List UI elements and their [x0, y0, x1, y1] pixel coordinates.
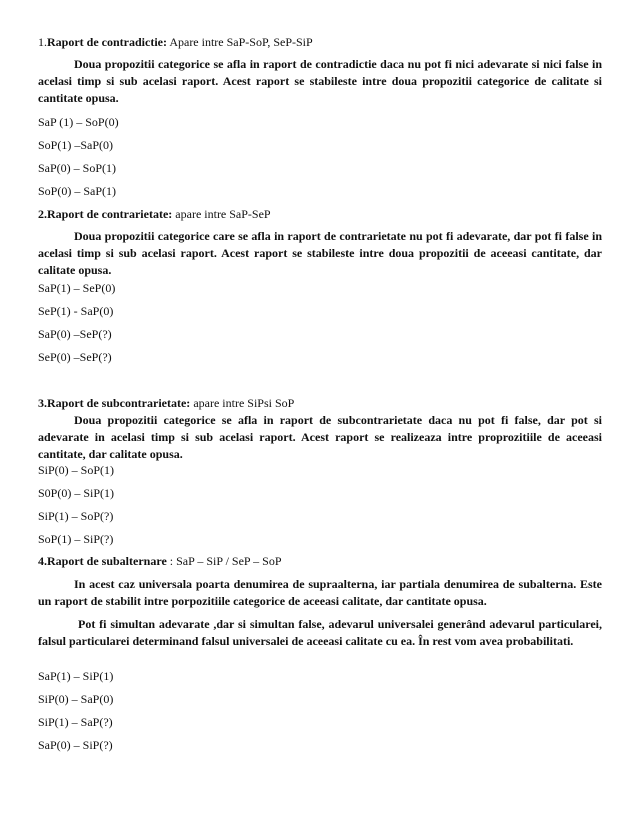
paragraph-text: In acest caz universala poarta denumirea de supraalterna, iar partiala denumirea de subalterna. Este un raport de stabilit intre porpozitiile categorice de aceeasi calitate, dar cantitate opusa.	[38, 577, 602, 608]
section-subtitle: apare intre SaP-SeP	[172, 207, 271, 221]
section-subtitle: apare intre SiPsi SoP	[190, 396, 295, 410]
section-number: 3.	[38, 396, 47, 410]
section-title: Raport de subcontrarietate:	[47, 396, 191, 410]
relation-line: SoP(0) – SaP(1)	[38, 184, 117, 198]
section-title: Raport de subalternare	[47, 554, 167, 568]
relation-line: SaP (1) – SoP(0)	[38, 115, 119, 129]
relation-line: SaP(1) – SiP(1)	[38, 669, 114, 683]
relation-line: SiP(0) – SaP(0)	[38, 692, 114, 706]
section-3-paragraph	[38, 412, 602, 463]
paragraph-text: Doua propozitii categorice se afla in raport de subcontrarietate daca nu pot fi false, dar pot si adevarate in acelasi timp si sub acelasi raport. Acest raport se realizeaza intre proprozitiile de aceeasi cantitate, dar calitate opusa.	[38, 413, 602, 461]
relation-line: SiP(0) – SoP(1)	[38, 463, 115, 477]
section-title: Raport de contrarietate:	[47, 207, 173, 221]
relation-line: SaP(0) – SiP(?)	[38, 738, 113, 752]
section-4-paragraph-2	[38, 616, 602, 650]
relation-line: SaP(1) – SeP(0)	[38, 281, 116, 295]
paragraph-text: Doua propozitii categorice care se afla in raport de contrarietate nu pot fi adevarate, dar pot fi false in acelasi timp si sub acelasi raport. Acest raport se stabileste intre doua propozitii de aceeasi cantitate, dar calitate opusa.	[38, 229, 602, 277]
section-2-paragraph	[38, 228, 602, 279]
paragraph-text: Pot fi simultan adevarate ,dar si simultan false, adevarul universalei generând adevarul particularei, falsul particularei determinand falsul universalei de aceeasi calitate cu ea. În rest vom avea probabilitati.	[38, 617, 602, 648]
section-1-title	[38, 36, 313, 48]
section-subtitle: : SaP – SiP / SeP – SoP	[166, 554, 282, 568]
relation-line: SiP(1) – SoP(?)	[38, 509, 114, 523]
section-number: 2.	[38, 207, 47, 221]
relation-line: SaP(0) – SoP(1)	[38, 161, 117, 175]
section-number: 4.	[38, 554, 47, 568]
section-number: 1.	[38, 35, 47, 49]
relation-line: S0P(0) – SiP(1)	[38, 486, 115, 500]
section-4-paragraph-1	[38, 576, 602, 610]
relation-line: SoP(1) –SaP(0)	[38, 138, 114, 152]
relation-line: SoP(1) – SiP(?)	[38, 532, 114, 546]
section-3-title	[38, 397, 294, 409]
section-subtitle: Apare intre SaP-SoP, SeP-SiP	[166, 35, 313, 49]
relation-line: SeP(0) –SeP(?)	[38, 350, 112, 364]
relation-line: SeP(1) - SaP(0)	[38, 304, 114, 318]
section-1-paragraph	[38, 56, 602, 107]
relation-line: SaP(0) –SeP(?)	[38, 327, 112, 341]
paragraph-text: Doua propozitii categorice se afla in raport de contradictie daca nu pot fi nici adevarate si nici false in acelasi timp si sub acelasi raport. Acest raport se stabileste intre doua propozitii categorice de calitate si cantitate opusa.	[38, 57, 602, 105]
section-title: Raport de contradictie:	[47, 35, 167, 49]
section-2-title	[38, 208, 271, 220]
section-4-title	[38, 555, 282, 567]
relation-line: SiP(1) – SaP(?)	[38, 715, 113, 729]
